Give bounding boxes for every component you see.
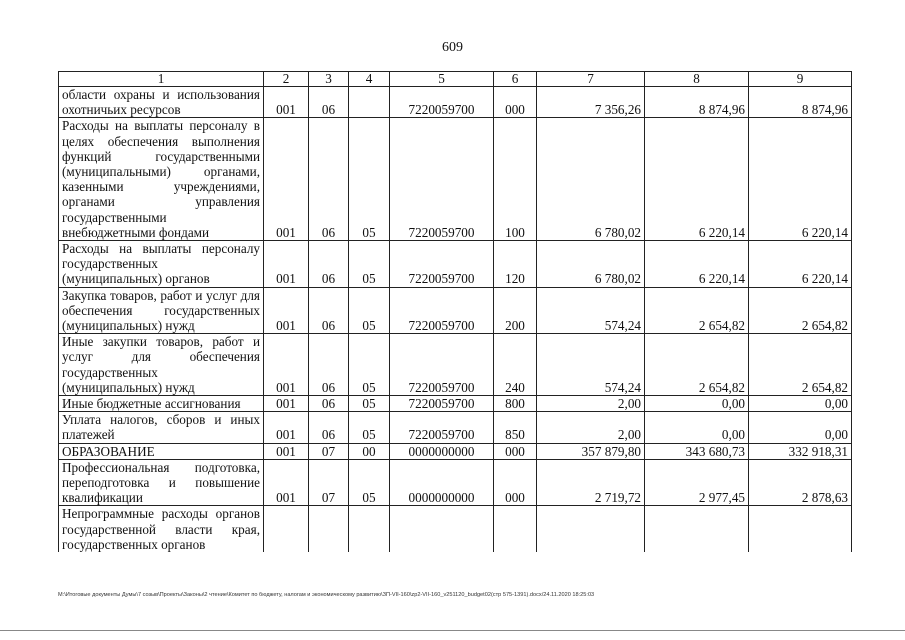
budget-table <box>58 71 852 552</box>
table-header-row <box>59 72 852 87</box>
table-row <box>59 241 852 288</box>
header-cell: 5 <box>390 72 494 87</box>
amount-cell: 2 977,45 <box>645 459 749 506</box>
section-code-cell: 001 <box>264 412 309 443</box>
amount-cell: 574,24 <box>537 287 645 334</box>
subsection-code-cell: 06 <box>309 334 349 396</box>
header-cell: 6 <box>494 72 537 87</box>
row-name-cell: Уплата налогов, сборов и иных платежей <box>59 412 264 443</box>
amount-cell <box>749 506 852 552</box>
header-cell: 9 <box>749 72 852 87</box>
amount-cell: 2 654,82 <box>645 287 749 334</box>
section-code-cell: 001 <box>264 459 309 506</box>
amount-cell: 332 918,31 <box>749 443 852 459</box>
amount-cell: 2 654,82 <box>749 334 852 396</box>
header-cell: 7 <box>537 72 645 87</box>
table-row <box>59 396 852 412</box>
document-file-path: M:\Итоговые документы Думы\7 созыв\Проекты\Законы\2 чтение\Комитет по бюджету, налогам и экономическому развитию\ЗП-VII-160\zp2-VII-160_v251120_budget02(стр 575-1391).docx/24.11.2020 18:25:03 <box>58 592 595 598</box>
section-code-cell: 001 <box>264 241 309 288</box>
amount-cell: 0,00 <box>645 412 749 443</box>
expense-type-cell: 800 <box>494 396 537 412</box>
subsection-code-cell: 06 <box>309 87 349 118</box>
expense-type-cell: 200 <box>494 287 537 334</box>
expense-type-cell: 000 <box>494 459 537 506</box>
subsection-code-cell <box>349 506 390 552</box>
subsection-code-cell: 05 <box>349 118 390 241</box>
subsection-code-cell: 05 <box>349 334 390 396</box>
subsection-code-cell: 05 <box>349 396 390 412</box>
subsection-code-cell: 07 <box>309 443 349 459</box>
amount-cell: 6 220,14 <box>749 241 852 288</box>
amount-cell: 7 356,26 <box>537 87 645 118</box>
target-article-cell: 7220059700 <box>390 87 494 118</box>
amount-cell: 0,00 <box>645 396 749 412</box>
amount-cell: 8 874,96 <box>645 87 749 118</box>
table-row <box>59 87 852 118</box>
subsection-code-cell <box>309 506 349 552</box>
section-code-cell: 001 <box>264 334 309 396</box>
amount-cell: 0,00 <box>749 412 852 443</box>
expense-type-cell: 000 <box>494 87 537 118</box>
target-article-cell: 7220059700 <box>390 412 494 443</box>
table-row <box>59 118 852 241</box>
row-name-cell: Иные закупки товаров, работ и услуг для обеспечения государственных (муниципальных) нужд <box>59 334 264 396</box>
amount-cell: 6 780,02 <box>537 118 645 241</box>
row-name-cell: Профессиональная подготовка, переподготовка и повышение квалификации <box>59 459 264 506</box>
header-cell: 2 <box>264 72 309 87</box>
amount-cell: 2 654,82 <box>645 334 749 396</box>
table-row <box>59 506 852 552</box>
amount-cell: 2 878,63 <box>749 459 852 506</box>
section-code-cell: 001 <box>264 118 309 241</box>
subsection-code-cell: 06 <box>309 287 349 334</box>
subsection-code-cell: 06 <box>309 396 349 412</box>
subsection-code-cell: 06 <box>309 118 349 241</box>
amount-cell: 6 220,14 <box>749 118 852 241</box>
table-row <box>59 287 852 334</box>
amount-cell: 2 654,82 <box>749 287 852 334</box>
target-article-cell: 0000000000 <box>390 459 494 506</box>
amount-cell: 2,00 <box>537 412 645 443</box>
subsection-code-cell <box>349 87 390 118</box>
row-name-cell: Расходы на выплаты персоналу в целях обеспечения выполнения функций государственными (муниципальными) органами, казенными учреждениями, органами управления государственными внебюджетными фондами <box>59 118 264 241</box>
section-code-cell: 001 <box>264 396 309 412</box>
amount-cell: 357 879,80 <box>537 443 645 459</box>
subsection-code-cell: 05 <box>349 241 390 288</box>
expense-type-cell: 100 <box>494 118 537 241</box>
subsection-code-cell: 06 <box>309 412 349 443</box>
amount-cell: 6 780,02 <box>537 241 645 288</box>
table-row <box>59 459 852 506</box>
amount-cell: 8 874,96 <box>749 87 852 118</box>
expense-type-cell: 850 <box>494 412 537 443</box>
row-name-cell: Иные бюджетные ассигнования <box>59 396 264 412</box>
table-row <box>59 412 852 443</box>
page-number: 609 <box>442 40 463 55</box>
amount-cell <box>537 506 645 552</box>
section-code-cell: 001 <box>264 443 309 459</box>
table-row <box>59 443 852 459</box>
target-article-cell: 7220059700 <box>390 396 494 412</box>
header-cell: 4 <box>349 72 390 87</box>
amount-cell: 343 680,73 <box>645 443 749 459</box>
table-row <box>59 334 852 396</box>
amount-cell: 574,24 <box>537 334 645 396</box>
amount-cell: 2 719,72 <box>537 459 645 506</box>
row-name-cell: Непрограммные расходы органов государственной власти края, государственных органов <box>59 506 264 552</box>
section-code-cell <box>264 506 309 552</box>
target-article-cell: 7220059700 <box>390 118 494 241</box>
subsection-code-cell: 07 <box>309 459 349 506</box>
subsection-code-cell: 05 <box>349 287 390 334</box>
row-name-cell: Расходы на выплаты персоналу государственных (муниципальных) органов <box>59 241 264 288</box>
bottom-divider <box>0 630 905 631</box>
header-cell: 1 <box>59 72 264 87</box>
expense-type-cell <box>494 506 537 552</box>
amount-cell: 2,00 <box>537 396 645 412</box>
subsection-code-cell: 05 <box>349 412 390 443</box>
expense-type-cell: 240 <box>494 334 537 396</box>
amount-cell: 6 220,14 <box>645 241 749 288</box>
target-article-cell <box>390 506 494 552</box>
subsection-code-cell: 00 <box>349 443 390 459</box>
header-cell: 8 <box>645 72 749 87</box>
target-article-cell: 7220059700 <box>390 334 494 396</box>
subsection-code-cell: 06 <box>309 241 349 288</box>
section-code-cell: 001 <box>264 87 309 118</box>
amount-cell: 6 220,14 <box>645 118 749 241</box>
amount-cell <box>645 506 749 552</box>
target-article-cell: 7220059700 <box>390 287 494 334</box>
subsection-code-cell: 05 <box>349 459 390 506</box>
target-article-cell: 7220059700 <box>390 241 494 288</box>
header-cell: 3 <box>309 72 349 87</box>
expense-type-cell: 000 <box>494 443 537 459</box>
section-code-cell: 001 <box>264 287 309 334</box>
row-name-cell: Закупка товаров, работ и услуг для обеспечения государственных (муниципальных) нужд <box>59 287 264 334</box>
target-article-cell: 0000000000 <box>390 443 494 459</box>
row-name-cell: ОБРАЗОВАНИЕ <box>59 443 264 459</box>
amount-cell: 0,00 <box>749 396 852 412</box>
expense-type-cell: 120 <box>494 241 537 288</box>
row-name-cell: области охраны и использования охотничьих ресурсов <box>59 87 264 118</box>
